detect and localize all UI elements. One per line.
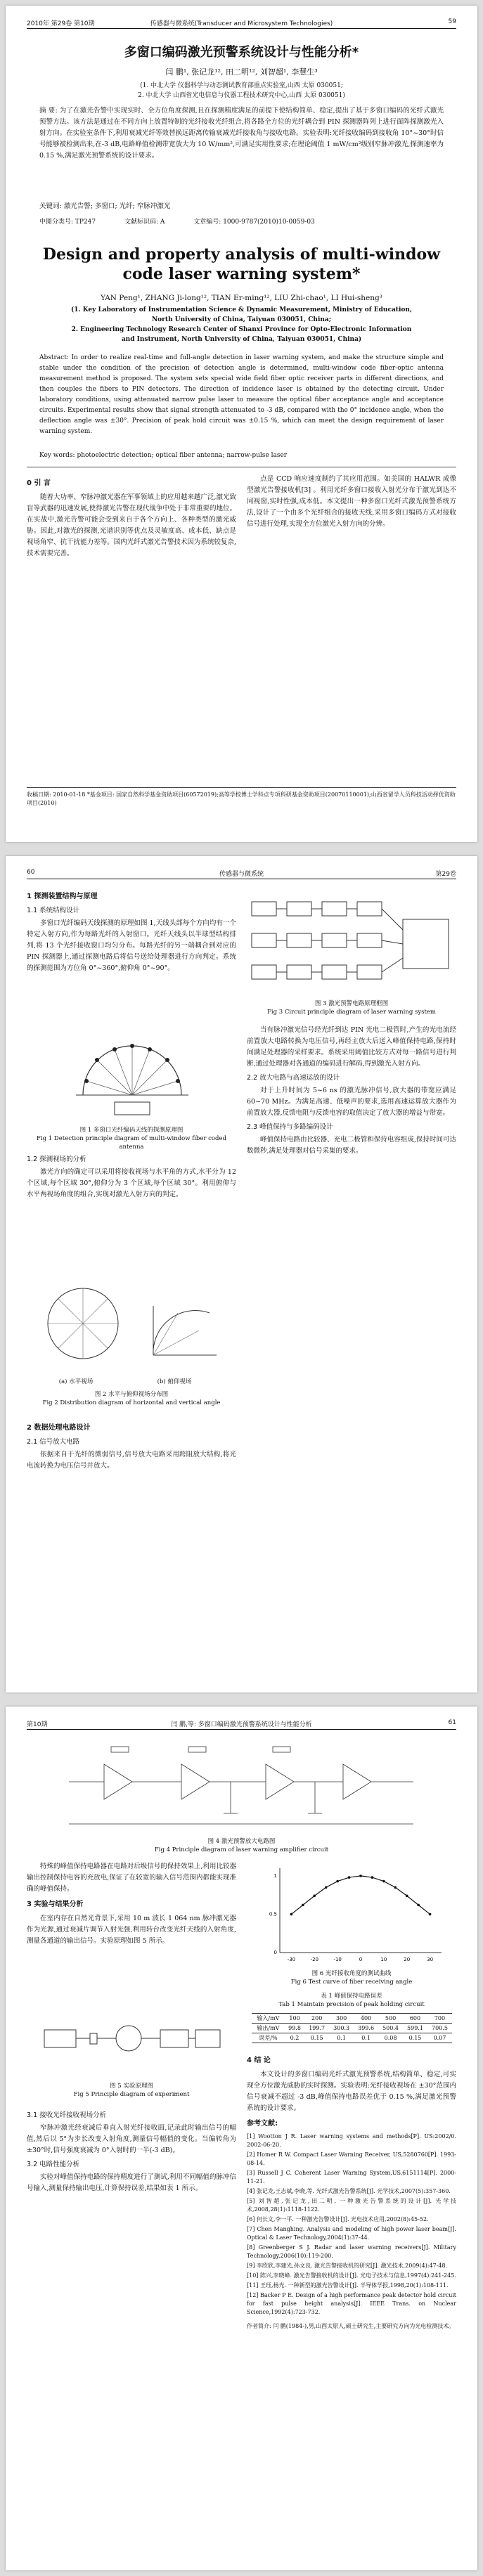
table-header-cell: 600 — [403, 2014, 427, 2024]
data-point — [429, 1913, 432, 1916]
reference-item: [9] 李欣欣,李建光,孙文良. 激光告警接收机的研究[J]. 激光技术,2009(4):47-48. — [247, 2263, 448, 2269]
figure-6-caption — [247, 1969, 456, 1986]
table-cell: 误差/% — [252, 2033, 285, 2043]
table-row — [252, 2033, 452, 2043]
subsection-heading-2-1: 2.1 信号放大电路 — [27, 1438, 80, 1446]
header-right: 第29卷 — [435, 871, 456, 878]
y-tick-label: 1 — [273, 1872, 277, 1879]
table-cell: 0.1 — [329, 2033, 354, 2043]
affiliation-en-4: and Instrument, North University of China, Taiyuan 030051, China) — [121, 336, 362, 343]
figure-5-caption-cn: 图 5 实验原理图 — [110, 2083, 153, 2090]
circuit-text: 当有脉冲激光信号经光纤到达 PIN 光电二极管时,产生的光电流经前置放大电路转换为电压信号,再经主放大后送入峰值保持电路,保持时间满足处理器的采样要求。系统采用阈值比较方式对每一路信号进行判断,通过处理器对各通道的编码进行解码,得到激光入射方向。 — [247, 1026, 456, 1068]
table-cell: 0.1 — [354, 2033, 378, 2043]
section-1-column — [27, 887, 236, 976]
page-3 — [6, 1707, 477, 2570]
experiment-text: 在室内存在自然光背景下,采用 10 m 波长 1 064 nm 脉冲激光器作为光源,通过衰减片调节入射光强,利用转台改变光纤天线的入射角度,测量各通道的输出信号。实验原理如图 5 所示。 — [27, 1915, 236, 1945]
running-header — [27, 869, 456, 879]
page-number: 61 — [448, 1719, 456, 1726]
section-heading-1: 1 探测装置结构与原理 — [27, 893, 98, 900]
subsection-heading-2-3: 2.3 峰值保持与多路编码设计 — [247, 1123, 333, 1131]
reference-item: [2] Homer R W. Compact Laser Warning Receiver, US,5280760[P]. 1993-08-14. — [247, 2151, 456, 2166]
figure-4-caption-en: Fig 4 Principle diagram of laser warning amplifier circuit — [154, 1846, 329, 1853]
data-point — [371, 1876, 374, 1879]
table-1 — [252, 2013, 452, 2043]
subsection-heading-3-1: 3.1 接收光纤接收视场分析 — [27, 2111, 107, 2119]
subsection-heading-1-2: 1.2 探测视场的分析 — [27, 1156, 86, 1163]
reference-item: [8] Greenberger S J. Radar and laser warning receivers[J]. Military Technology,2006(10):119-200. — [247, 2244, 456, 2259]
x-tick-label: 10 — [380, 1957, 387, 1962]
classification-line — [39, 216, 444, 226]
section-3-2-text: 实验对峰值保持电路的保持精度进行了测试,利用不同幅值的脉冲信号输入,测量保持输出电压,计算保持误差,结果如表 1 所示。 — [27, 2173, 236, 2192]
intro-text-left: 随着大功率、窄脉冲激光器在军事领域上的应用越来越广泛,激光致盲等武器的迅速发展,使得激光告警在现代战争中处于非常重要的地位。在实战中,激光告警可能会受到来自于各个方向上、各种类型的激光威胁。因此,对激光的探测,光谱识别等优点及灵敏度高、成本低、缺点是视场角窄、抗干扰能力差等。国内光纤式激光告警技术因为系统较复杂,技术需要完善。 — [27, 493, 236, 557]
conclusion-column — [247, 2051, 456, 2332]
data-point — [382, 1880, 385, 1883]
figure-3-caption — [247, 999, 456, 1016]
figure-1-caption — [27, 1126, 236, 1151]
page-number: 60 — [27, 869, 35, 876]
header-left: 第10期 — [27, 1721, 48, 1728]
table-header-cell: 200 — [304, 2014, 329, 2024]
table-cell: 700.5 — [427, 2024, 452, 2033]
keywords-cn: 关键词: 激光告警; 多窗口; 光纤; 窄脉冲激光 — [39, 202, 171, 210]
reference-item: [1] Wootton J R. Laser warning systems and methods[P]. US:2002/0. 2002-06-20. — [247, 2133, 456, 2148]
table-cell: 599.1 — [403, 2024, 427, 2033]
section-2-text: 依据来自于光纤的微弱信号,信号放大电路采用跨阻放大结构,将光电流转换为电压信号并放大。 — [27, 1451, 236, 1470]
article-number: 文章编号: 1000-9787(2010)10-0059-03 — [193, 219, 315, 226]
data-point — [359, 1875, 362, 1877]
section-3-1-text: 窄脉冲激光经衰减后垂直入射光纤接收面,记录此时输出信号的幅值,然后以 5°为步长改变入射角度,测量信号幅值的变化。当偏转角为 ±30°时,信号强度衰减为 0°入射时的一半(-3 dB)。 — [27, 2124, 236, 2154]
y-tick-label: 0 — [273, 1950, 277, 1955]
amplifier-text: 对于上升时间为 5~6 ns 的激光脉冲信号,放大器的带宽应满足 60~70 MHz。为满足高速、低噪声的要求,选用高速运算放大器作为前置放大器,反馈电阻与反馈电容的取值决定了放大器的增益与带宽。 — [247, 1087, 456, 1117]
header-center: 传感器与微系统 — [219, 871, 264, 878]
table-row — [252, 2024, 452, 2033]
section-3-column — [27, 2107, 236, 2196]
references-list — [247, 2132, 456, 2317]
clc-number: 中图分类号: TP247 — [39, 219, 96, 226]
table-1-caption-en: Tab 1 Maintain precision of peak holding circuit — [278, 2001, 425, 2008]
data-point — [290, 1913, 293, 1916]
section-1-text: 多窗口光纤编码天线探测的原理如图 1,天线头部每个方向均有一个特定入射方向,作为每路光纤的入射窗口。光纤天线头以半球型结构排列,将 13 个光纤接收窗口均匀分布。每路光纤的另一端耦合到对应的 PIN 探测器上,通过探测电路后将信号送给处理器进行方向判定。系统的探测范围为方位角 0°~360°,俯仰角 0°~90°。 — [27, 919, 236, 972]
running-header — [27, 1719, 456, 1730]
figure-3-block-diagram — [248, 891, 456, 997]
table-cell: 0.07 — [427, 2033, 452, 2043]
page-number: 59 — [448, 18, 456, 25]
figure-3-caption-cn: 图 3 激光预警电路原理框图 — [314, 1000, 389, 1007]
table-1-caption-cn: 表 1 峰值保持电路误差 — [321, 1993, 382, 2000]
table-header-cell: 500 — [378, 2014, 403, 2024]
peak-hold-text: 峰值保持电路由比较器、充电二极管和保持电容组成,保持时间可达数微秒,满足处理器对信号采集的要求。 — [247, 1136, 456, 1155]
keywords-en: Key words: photoelectric detection; optical fiber antenna; narrow-pulse laser — [39, 452, 288, 459]
subsection-heading-2-2: 2.2 放大电路与高速运放的设计 — [247, 1074, 340, 1082]
table-header-cell: 100 — [285, 2014, 304, 2024]
affiliation-cn-1: (1. 中北大学 仪器科学与动态测试教育部重点实验室,山西 太原 030051; — [140, 82, 343, 89]
authors-en: YAN Peng¹, ZHANG Ji-long¹², TIAN Er-ming¹², LIU Zhi-chao¹, LI Hui-sheng³ — [101, 294, 382, 302]
table-cell: 输出/mV — [252, 2024, 285, 2033]
table-1-caption — [247, 1992, 456, 2009]
page-1 — [6, 6, 477, 842]
reference-item: [5] 刘智超,张记龙,田二明. 一种激光告警系统的设计[J]. 光学技术,2008,28(1):1118-1122. — [247, 2198, 456, 2213]
reference-item: [11] 王珏,杨光. 一种新型的激光告警设计[J]. 半导体学报,1998,20(1):108-111. — [247, 2282, 449, 2289]
page-2-right-column — [247, 1025, 456, 1158]
reference-item: [10] 陈兴,李晓峰. 激光告警接收机的设计[J]. 光电子技术与信息,1997(4):241-245. — [247, 2272, 456, 2279]
figure-4-amplifier-circuit — [62, 1736, 420, 1834]
figure-4-caption-cn: 图 4 激光预警放大电路图 — [207, 1838, 276, 1845]
header-center: 闫 鹏,等: 多窗口编码激光预警系统设计与性能分析 — [171, 1721, 312, 1728]
figure-2a-label: (a) 水平视场 — [58, 1378, 94, 1385]
peak-hold-text-2: 特殊的峰值保持电路器在电路对后级信号的保持效果上,利用比较器输出控制保持电容的充放电,保证了在较宽的输入信号范围内都能实现准确的峰值保持。 — [27, 1863, 236, 1893]
figure-5-caption — [27, 2082, 236, 2099]
figure-6-caption-cn: 图 6 光纤接收角度的测试曲线 — [311, 1970, 392, 1977]
figure-1-antenna-diagram — [48, 997, 217, 1123]
table-cell: 500.4 — [378, 2024, 403, 2033]
table-header-cell: 300 — [329, 2014, 354, 2024]
figure-2-caption-en: Fig 2 Distribution diagram of horizontal and vertical angle — [42, 1399, 221, 1406]
paper-title-cn: 多窗口编码激光预警系统设计与性能分析* — [124, 45, 359, 60]
reference-item: [12] Backer P E. Design of a high performance peak detector hold circuit for fast pulse height analysis[J]. IEEE Trans. on Nuclear Science,1992(4):723-732. — [247, 2292, 456, 2315]
subsection-heading-3-2: 3.2 电路性能分析 — [27, 2161, 80, 2168]
figure-4-caption — [27, 1837, 456, 1854]
affiliation-cn-2: 2. 中北大学 山西省光电信息与仪器工程技术研究中心,山西 太原 030051) — [138, 92, 345, 99]
data-point — [313, 1894, 316, 1897]
figure-5-caption-en: Fig 5 Principle diagram of experiment — [73, 2091, 190, 2098]
table-cell: 399.6 — [354, 2024, 378, 2033]
page-3-left-column — [27, 1861, 236, 1948]
x-tick-label: 0 — [359, 1957, 363, 1962]
data-point — [406, 1894, 408, 1897]
table-cell: 0.15 — [304, 2033, 329, 2043]
section-heading-3: 3 实验与结果分析 — [27, 1901, 84, 1908]
table-cell: 199.7 — [304, 2024, 329, 2033]
abstract-cn: 摘 要: 为了在激光告警中实现实时、全方位角度探测,且在探测精度满足的前提下使结构简单、稳定,提出了基于多窗口编码的光纤式激光预警方法。该方法是通过在不同方向上放置特制的光纤接收光纤组合,将各路全方位的光纤耦合到 PIN 探测器阵列上进行面阵探测激光入射方向。在实验室条件下,利用衰减光纤等效替换远距离传输衰减光纤接收角与接收电路。实验表明:光纤接收编码到接收角 10°~30°时信号能够被检测出来,在-3 dB,电路峰值检测带宽放大为 10 W/mm²,可满足实用性要求;在理论阈值 1 mW/cm²级别窄脉冲激光,探测速率为 0.15 %,满足激光预警系统的设计要求。 — [39, 107, 444, 160]
data-point — [417, 1904, 420, 1907]
table-cell: 0.15 — [403, 2033, 427, 2043]
x-tick-label: 30 — [427, 1957, 434, 1962]
intro-text-right: 点是 CCD 响应速度制约了其应用范围。如美国的 HALWR 成像型激光告警接收机[3] 。利用光纤多窗口接收入射光分布于激光到达不同视窗,实时性强,成本低。本文提出一种多窗口光纤式激光预警系统方法,设计了一个由多个光纤组合的接收天线,采用多窗口编码方式对接收信号进行处理,实现全方位激光入射方向的分辨。 — [247, 475, 456, 528]
references-heading: 参考文献: — [247, 2120, 278, 2128]
header-left: 2010年 第29卷 第10期 — [27, 20, 95, 27]
table-cell: 99.8 — [285, 2024, 304, 2033]
affiliation-en-1: (1. Key Laboratory of Instrumentation Science & Dynamic Measurement, Ministry of Education, — [70, 306, 413, 313]
data-point — [302, 1904, 304, 1907]
data-point — [348, 1876, 351, 1879]
figure-6-receiving-angle-chart — [259, 1861, 449, 1967]
running-header — [27, 18, 456, 29]
figure-1-caption-en: Fig 1 Detection principle diagram of multi-window fiber coded antenna — [37, 1135, 226, 1151]
affiliation-en-2: North University of China, Taiyuan 030051, China; — [151, 316, 332, 323]
authors-cn: 闫 鹏¹, 张记龙¹², 田二明¹², 刘智超¹, 李慧生³ — [165, 67, 318, 77]
figure-2b-label: (b) 俯仰视场 — [157, 1378, 192, 1385]
table-1-grid — [252, 2013, 452, 2043]
data-point — [336, 1880, 339, 1883]
subsection-heading-1-1: 1.1 系统结构设计 — [27, 907, 80, 914]
intro-left-column — [27, 474, 236, 561]
data-point — [394, 1886, 397, 1889]
reference-item: [7] Chen Manghing. Analysis and modeling of high power laser beam[J]. Optical & Laser Technology,2004(1):37-44. — [247, 2226, 456, 2241]
figure-3-caption-en: Fig 3 Circuit principle diagram of laser warning system — [266, 1009, 436, 1016]
table-cell: 0.2 — [285, 2033, 304, 2043]
table-header-cell: 700 — [427, 2014, 452, 2024]
figure-1-caption-cn: 图 1 多窗口光纤编码天线的探测原理图 — [79, 1127, 183, 1134]
x-tick-label: -10 — [333, 1957, 342, 1962]
x-tick-label: -30 — [287, 1957, 296, 1962]
header-center: 传感器与微系统(Transducer and Microsystem Technologies) — [150, 20, 333, 27]
paper-title-en: Design and property analysis of multi-window code laser warning system* — [42, 245, 441, 283]
figure-2-caption — [27, 1390, 236, 1407]
conclusion-text: 本文设计的多窗口编码光纤式激光预警系统,结构简单、稳定,可实现全方位激光威胁的实时探测。实验表明:光纤接收视场在 ±30°范围内信号衰减不超过 -3 dB,峰值保持电路误差优于 0.15 %,满足激光预警系统的设计要求。 — [247, 2071, 456, 2112]
page-2 — [6, 856, 477, 1692]
figure-2-caption-cn: 图 2 水平与俯仰视场分布图 — [94, 1391, 169, 1398]
table-cell: 300.3 — [329, 2024, 354, 2033]
data-point — [325, 1886, 328, 1889]
reference-item: [6] 何长文,李一平. 一种激光告警设计[J]. 光电技术应用,2002(8):45-52. — [247, 2216, 429, 2222]
table-header-cell: 输入/mV — [252, 2014, 285, 2024]
table-cell: 0.08 — [378, 2033, 403, 2043]
section-1-2-text: 激光方向的确定可以采用将接收视场与水平角的方式,水平分为 12 个区域,每个区域 30°,俯仰分为 3 个区域,每个区域 30°。利用俯仰与水平两视场角度的组合,实现对激光入射方向的判定。 — [27, 1168, 236, 1198]
intro-right-column — [247, 474, 456, 531]
figure-5-experiment-setup — [41, 2002, 224, 2079]
x-tick-label: 20 — [404, 1957, 411, 1962]
x-tick-label: -20 — [310, 1957, 319, 1962]
footnote: 收稿日期: 2010-01-18 *基金项目: 国家自然科学基金资助项目(60572019);高等学校博士学科点专项科研基金资助项目(20070110001);山西省留学人员科技活动择优资助项目(2010) — [27, 787, 456, 808]
affiliation-en-3: 2. Engineering Technology Research Center of Shanxi Province for Opto-Electronic Information — [71, 326, 412, 333]
y-tick-label: 0.5 — [269, 1911, 277, 1917]
reference-item: [4] 张记龙,王志斌,李晓,等. 光纤式激光告警系统[J]. 光学技术,2007(5):357-360. — [247, 2188, 451, 2194]
series-line — [291, 1876, 430, 1915]
table-header-cell: 400 — [354, 2014, 378, 2024]
document-code: 文献标识码: A — [124, 219, 165, 226]
figure-2-field-of-view — [34, 1278, 231, 1376]
section-1-2-column — [27, 1151, 236, 1202]
reference-item: [3] Russell J C. Coherent Laser Warning System,US,6151114[P]. 2000-11-21. — [247, 2170, 456, 2185]
section-heading-2: 2 数据处理电路设计 — [27, 1424, 91, 1432]
abstract-en: Abstract: In order to realize real-time and full-angle detection in laser warning system, and make the structure simple and stable under the condition of the precision of detection angle is determined, multi-window code fiber-optic antenna measurement method is proposed. The system sets special wide field fiber optic receiver parts in different directions, and then couples the fibers to PIN detectors. The direction of incidence laser is obtained by the detecting circuit. Under laboratory conditions, using attenuated narrow pulse laser to measure the optical fiber acceptance angle and acceptance circuits. Experimental results show that signal strength attenuated to -3 dB, compared with the 0° incidence angle, when the deflection angle was ±30°. Precision of peak hold circuit was ±0.15 %, which can meet the design requirement of laser warning system. — [39, 354, 444, 435]
author-bio: 作者简介: 闫 鹏(1984-),男,山西太原人,硕士研究生,主要研究方向为光电检测技术。 — [247, 2323, 455, 2329]
section-2-column — [27, 1418, 236, 1473]
figure-6-caption-en: Fig 6 Test curve of fiber receiving angle — [290, 1979, 413, 1986]
section-heading-4: 4 结 论 — [247, 2057, 271, 2064]
section-heading-intro: 0 引 言 — [27, 479, 51, 487]
